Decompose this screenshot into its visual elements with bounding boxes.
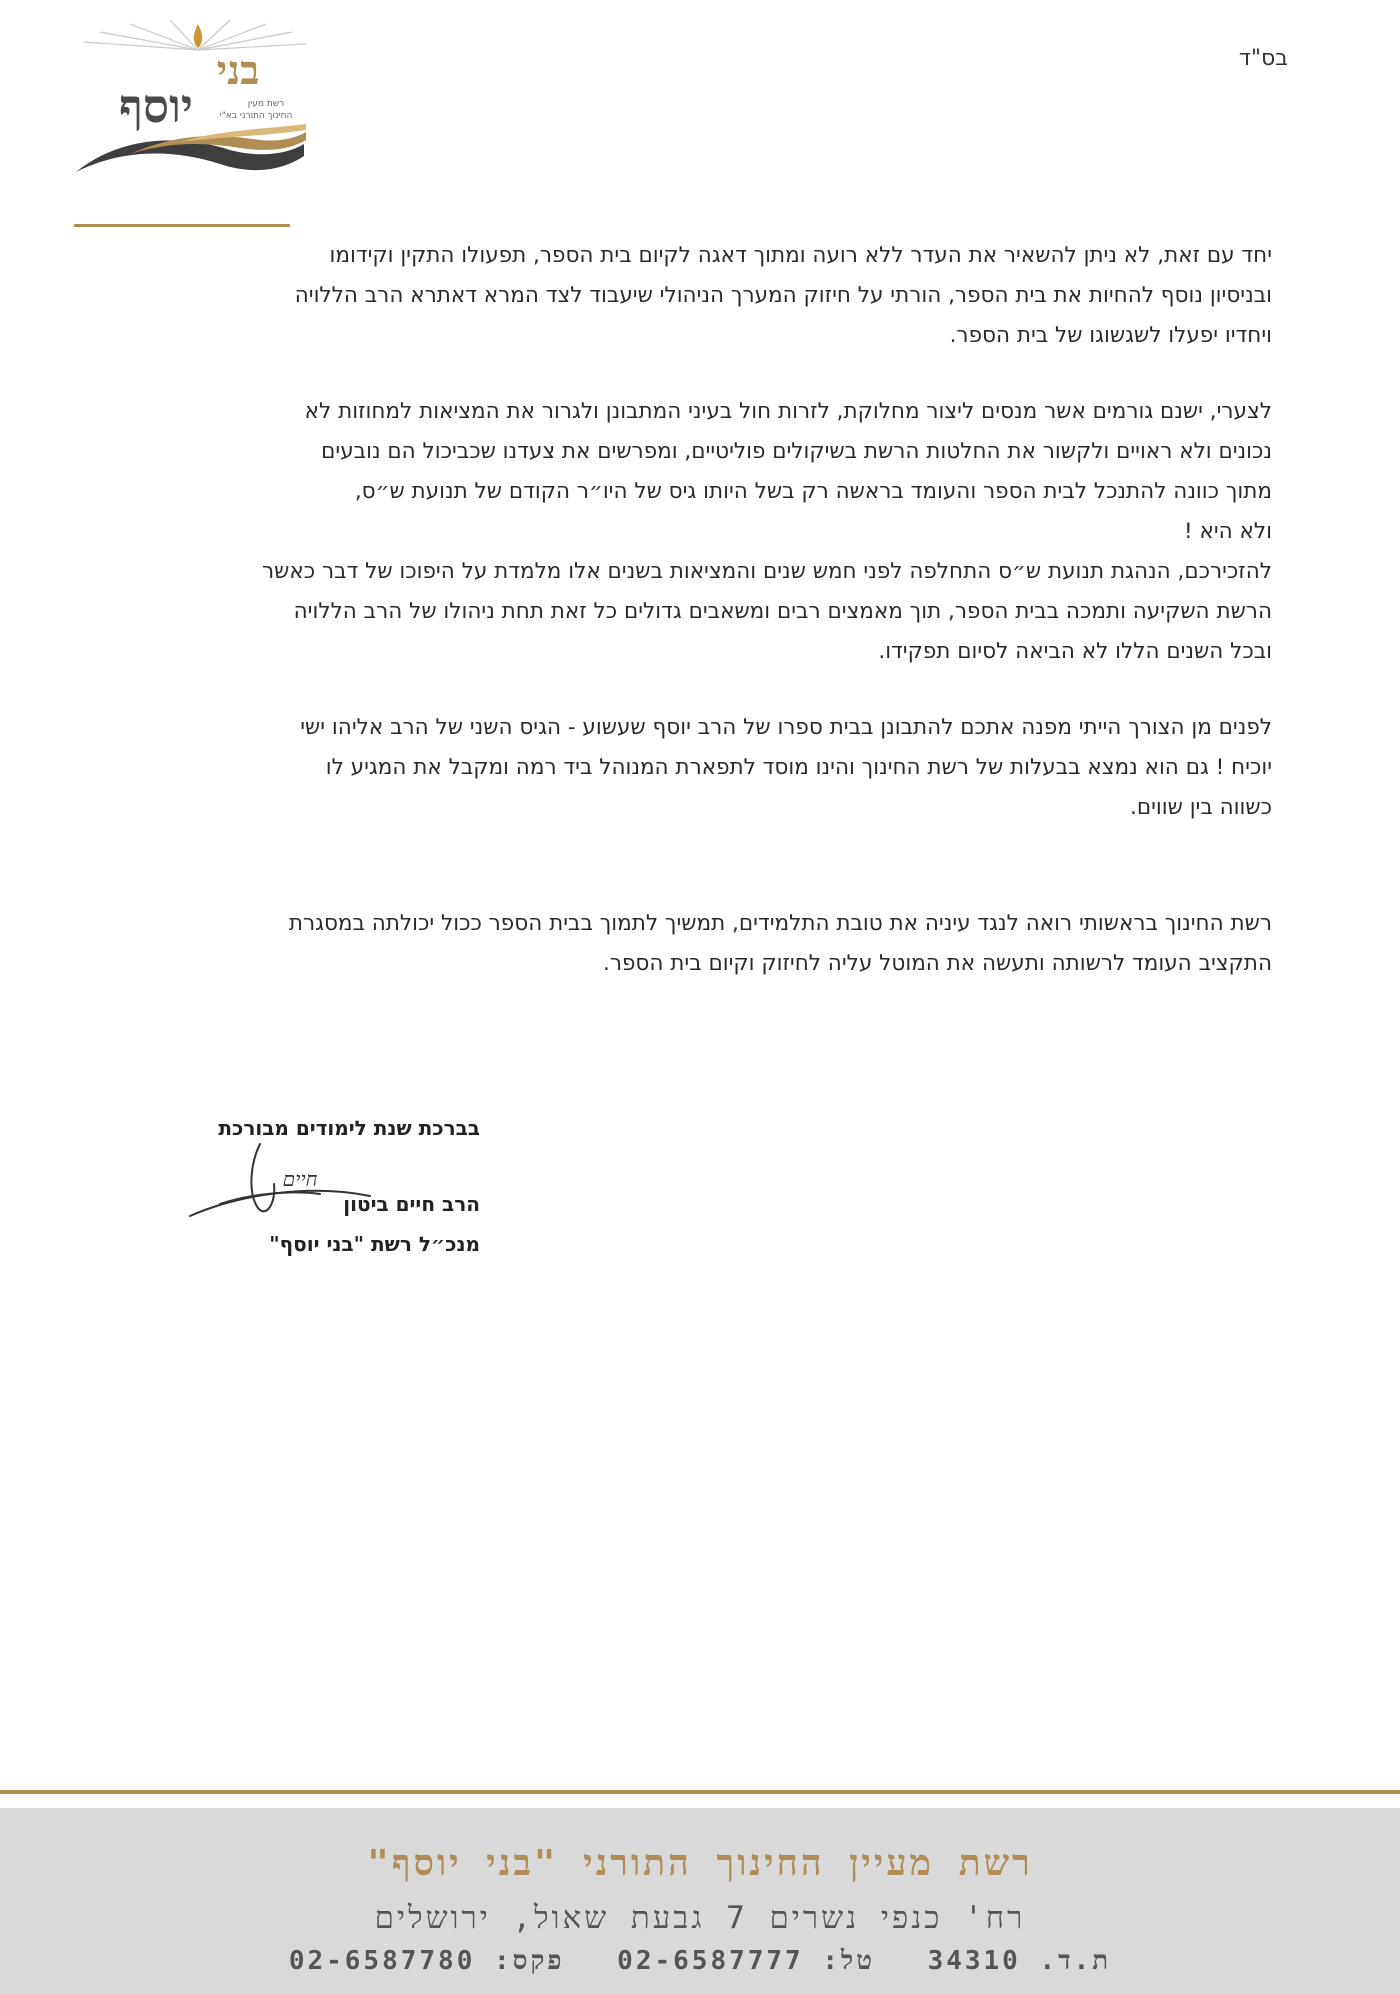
text-line: רשת החינוך בראשותי רואה לנגד עיניה את טובת התלמידים, תמשיך לתמוך בבית הספר ככול יכולתה במסגרת <box>288 911 1272 936</box>
text-line: להזכירכם, הנהגת תנועת ש״ס התחלפה לפני חמש שנים והמציאות בשנים אלו מלמדת על היפוכו של דבר כאשר <box>262 559 1272 584</box>
paragraph-1 <box>148 236 1272 356</box>
signer-title: מנכ״ל רשת "בני יוסף" <box>269 1232 480 1256</box>
paragraph-4 <box>148 904 1272 984</box>
logo-graphic <box>70 14 310 184</box>
letter-body <box>148 236 1272 984</box>
logo-sub2: החינוך התורני בא"י <box>219 111 293 121</box>
bsd-mark: בס"ד <box>1238 46 1288 71</box>
signature-handwritten-text: חיים <box>282 1167 318 1191</box>
text-line: הרשת השקיעה ותמכה בבית הספר, תוך מאמצים רבים ומשאבים גדולים כל זאת תחת ניהולו של הרב הללויה <box>293 599 1272 624</box>
footer-po-box: ת.ד. 34310 <box>927 1946 1112 1976</box>
text-line: מתוך כוונה להתנכל לבית הספר והעומד בראשה רק בשל היותו גיס של היו״ר הקודם של תנועת ש״ס, <box>354 479 1272 504</box>
footer-network-name: רשת מעיין החינוך התורני "בני יוסף" <box>367 1843 1033 1884</box>
blessing-line: בברכת שנת לימודים מבורכת <box>218 1116 480 1140</box>
paragraph-3 <box>148 708 1272 828</box>
text-line: לפנים מן הצורך הייתי מפנה אתכם להתבונן בבית ספרו של הרב יוסף שעשוע - הגיס השני של הרב אליהו ישי <box>300 715 1272 740</box>
text-line: התקציב העומד לרשותה ותעשה את המוטל עליה לחיזוק וקיום בית הספר. <box>603 951 1272 976</box>
text-line: ובכל השנים הללו לא הביאה לסיום תפקידו. <box>878 639 1272 664</box>
text-line: יוכיח ! גם הוא נמצא בבעלות של רשת החינוך והינו מוסד לתפארת המנוהל ביד רמה ומקבל את המגיע לו <box>325 755 1272 780</box>
handwritten-signature <box>150 1124 380 1234</box>
signer-name: הרב חיים ביטון <box>343 1192 480 1216</box>
text-line: ובניסיון נוסף להחיות את בית הספר, הורתי על חיזוק המערך הניהולי שיעבוד לצד המרא דאתרא הרב הללויה <box>294 283 1272 308</box>
logo-sub1: רשת מעין <box>247 99 285 109</box>
bnei-yosef-logo <box>70 14 310 184</box>
logo-name-line2: יוסף <box>119 79 193 133</box>
text-line: לצערי, ישנם גורמים אשר מנסים ליצור מחלוקת, לזרות חול בעיני המתבונן ולגרור את המציאות למחוזות לא <box>304 399 1272 424</box>
footer-phone: טל: 02-6587777 <box>617 1946 875 1976</box>
paragraph-2 <box>148 392 1272 672</box>
logo-name-line1: בני <box>216 47 260 94</box>
footer-fax: פקס: 02-6587780 <box>288 1946 565 1976</box>
footer-divider <box>0 1790 1400 1794</box>
text-line: ולא היא ! <box>1184 519 1272 544</box>
text-line: כשווה בין שווים. <box>1130 795 1272 820</box>
text-line: יחד עם זאת, לא ניתן להשאיר את העדר ללא רועה ומתוך דאגה לקיום בית הספר, תפעולו התקין וקידומו <box>329 243 1272 268</box>
text-line: נכונים ולא ראויים ולקשור את החלטות הרשת בשיקולים פוליטיים, ומפרשים את צעדנו שכביכול הם נובעים <box>321 439 1272 464</box>
footer-address: רח' כנפי נשרים 7 גבעת שאול, ירושלים <box>374 1900 1026 1936</box>
footer-contacts <box>0 1946 1400 1976</box>
letterhead-footer <box>0 1808 1400 1994</box>
text-line: ויחדיו יפעלו לשגשוגו של בית הספר. <box>949 323 1272 348</box>
logo-divider <box>74 224 290 227</box>
